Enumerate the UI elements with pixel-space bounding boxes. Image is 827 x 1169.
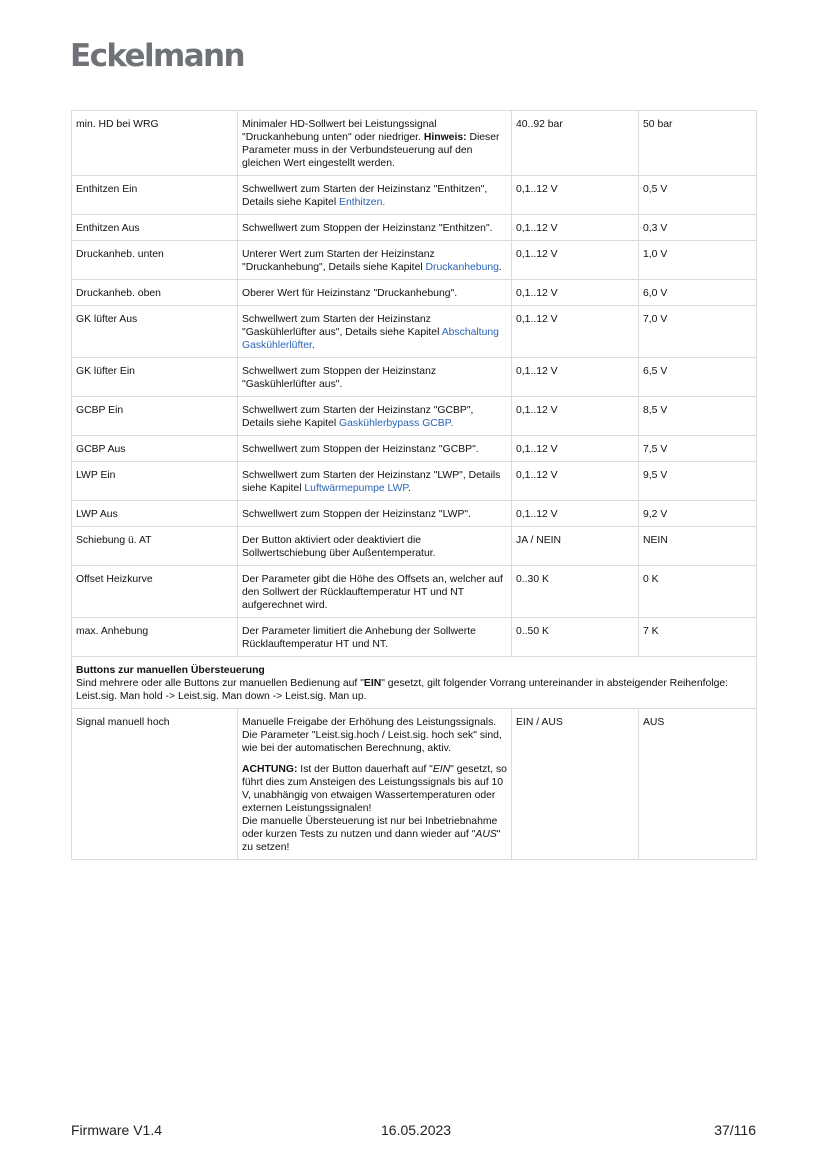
param-range: EIN / AUS <box>512 709 639 860</box>
param-range: 0,1..12 V <box>512 462 639 501</box>
param-range: 0,1..12 V <box>512 176 639 215</box>
company-logo: Eckelmann <box>70 38 244 74</box>
param-description: Manuelle Freigabe der Erhöhung des Leistungssignals. Die Parameter "Leist.sig.hoch / Leist.sig. hoch sek" sind, wie bei der automatischen Berechnung, aktiv. ACHTUNG: Ist der Button dauerhaft auf "EIN" gesetzt, so führt dies zum Ansteigen des Leistungssignals bis auf 10 V, unabhängig von etwaigen Wassertemperaturen oder externen Leistungssignalen! Die manuelle Übersteuerung ist nur bei Inbetriebnahme oder kurzen Tests zu nutzen und dann wieder auf "AUS" zu setzen! <box>238 709 512 860</box>
param-range: 0,1..12 V <box>512 306 639 358</box>
param-name: GK lüfter Aus <box>72 306 238 358</box>
param-description: Unterer Wert zum Starten der Heizinstanz "Druckanhebung", Details siehe Kapitel Druckanhebung. <box>238 241 512 280</box>
table-row <box>72 709 757 860</box>
param-name: Druckanheb. oben <box>72 280 238 306</box>
section-cell <box>72 657 757 709</box>
param-name: Druckanheb. unten <box>72 241 238 280</box>
param-range: 0,1..12 V <box>512 215 639 241</box>
table-row <box>72 527 757 566</box>
chapter-link[interactable]: Gaskühlerbypass GCBP. <box>339 418 454 429</box>
param-default: 0,3 V <box>639 215 757 241</box>
param-default: 0 K <box>639 566 757 618</box>
param-default: 9,2 V <box>639 501 757 527</box>
param-range: 0,1..12 V <box>512 280 639 306</box>
param-default: 1,0 V <box>639 241 757 280</box>
param-name: min. HD bei WRG <box>72 111 238 176</box>
section-text: Sind mehrere oder alle Buttons zur manuellen Bedienung auf "EIN" gesetzt, gilt folgender Vorrang untereinander in absteigender Reihenfolge: Leist.sig. Man hold -> Leist.sig. Man down -> Leist.sig. Man up. <box>76 678 729 702</box>
chapter-link[interactable]: Enthitzen. <box>339 197 386 208</box>
param-default: AUS <box>639 709 757 860</box>
table-row <box>72 358 757 397</box>
param-description: Schwellwert zum Starten der Heizinstanz "Enthitzen", Details siehe Kapitel Enthitzen. <box>238 176 512 215</box>
param-range: 0,1..12 V <box>512 241 639 280</box>
param-name: GK lüfter Ein <box>72 358 238 397</box>
param-description: Der Button aktiviert oder deaktiviert die Sollwertschiebung über Außentemperatur. <box>238 527 512 566</box>
table-row <box>72 215 757 241</box>
param-range: 0..30 K <box>512 566 639 618</box>
table-row <box>72 176 757 215</box>
param-default: 6,5 V <box>639 358 757 397</box>
param-description: Schwellwert zum Stoppen der Heizinstanz "GCBP". <box>238 436 512 462</box>
chapter-link[interactable]: Druckanhebung <box>425 262 499 273</box>
param-name: Schiebung ü. AT <box>72 527 238 566</box>
param-description: Schwellwert zum Starten der Heizinstanz "LWP", Details siehe Kapitel Luftwärmepumpe LWP. <box>238 462 512 501</box>
param-name: LWP Ein <box>72 462 238 501</box>
param-name: Signal manuell hoch <box>72 709 238 860</box>
param-default: 7,0 V <box>639 306 757 358</box>
table-row <box>72 306 757 358</box>
param-name: Enthitzen Aus <box>72 215 238 241</box>
param-description: Oberer Wert für Heizinstanz "Druckanhebung". <box>238 280 512 306</box>
param-description: Der Parameter gibt die Höhe des Offsets an, welcher auf den Sollwert der Rücklauftemperatur HT und NT aufgerechnet wird. <box>238 566 512 618</box>
table-row <box>72 111 757 176</box>
param-description: Schwellwert zum Stoppen der Heizinstanz "Gaskühlerlüfter aus". <box>238 358 512 397</box>
param-name: GCBP Ein <box>72 397 238 436</box>
param-default: 50 bar <box>639 111 757 176</box>
param-name: Offset Heizkurve <box>72 566 238 618</box>
param-default: 8,5 V <box>639 397 757 436</box>
footer-page-number: 37/116 <box>714 1122 756 1138</box>
footer-date: 16.05.2023 <box>381 1122 452 1138</box>
table-row <box>72 618 757 657</box>
param-name: GCBP Aus <box>72 436 238 462</box>
param-range: 40..92 bar <box>512 111 639 176</box>
param-description: Schwellwert zum Starten der Heizinstanz "Gaskühlerlüfter aus", Details siehe Kapitel Abschaltung Gaskühlerlüfter. <box>238 306 512 358</box>
param-range: 0,1..12 V <box>512 358 639 397</box>
param-range: 0..50 K <box>512 618 639 657</box>
param-description: Schwellwert zum Stoppen der Heizinstanz "LWP". <box>238 501 512 527</box>
param-default: NEIN <box>639 527 757 566</box>
section-header-row <box>72 657 757 709</box>
param-description: Minimaler HD-Sollwert bei Leistungssignal "Druckanhebung unten" oder niedriger. Hinweis: Dieser Parameter muss in der Verbundsteuerung auf den gleichen Wert eingestellt werden. <box>238 111 512 176</box>
table-row <box>72 280 757 306</box>
table-row <box>72 501 757 527</box>
section-title: Buttons zur manuellen Übersteuerung <box>76 665 265 676</box>
param-range: 0,1..12 V <box>512 501 639 527</box>
param-name: Enthitzen Ein <box>72 176 238 215</box>
chapter-link[interactable]: Abschaltung Gaskühlerlüfter <box>242 327 499 351</box>
chapter-link[interactable]: Luftwärmepumpe LWP <box>304 483 408 494</box>
table-row <box>72 566 757 618</box>
param-default: 9,5 V <box>639 462 757 501</box>
warning-text: ACHTUNG: Ist der Button dauerhaft auf "EIN" gesetzt, so führt dies zum Ansteigen des Leistungssignals bis auf 10 V, unabhängig von etwaigen Wassertemperaturen oder externen Leistungssignalen! Die manuelle Übersteuerung ist nur bei Inbetriebnahme oder kurzen Tests zu nutzen und dann wieder auf "AUS" zu setzen! <box>242 764 507 853</box>
table-row <box>72 436 757 462</box>
param-name: max. Anhebung <box>72 618 238 657</box>
param-default: 0,5 V <box>639 176 757 215</box>
param-description: Schwellwert zum Starten der Heizinstanz "GCBP", Details siehe Kapitel Gaskühlerbypass GCBP. <box>238 397 512 436</box>
param-range: JA / NEIN <box>512 527 639 566</box>
table-row <box>72 462 757 501</box>
param-description: Schwellwert zum Stoppen der Heizinstanz "Enthitzen". <box>238 215 512 241</box>
param-range: 0,1..12 V <box>512 436 639 462</box>
table-row <box>72 241 757 280</box>
param-description: Der Parameter limitiert die Anhebung der Sollwerte Rücklauftemperatur HT und NT. <box>238 618 512 657</box>
parameter-table <box>71 110 757 860</box>
param-range: 0,1..12 V <box>512 397 639 436</box>
param-default: 7 K <box>639 618 757 657</box>
table-row <box>72 397 757 436</box>
param-name: LWP Aus <box>72 501 238 527</box>
footer-firmware: Firmware V1.4 <box>71 1122 163 1138</box>
param-default: 6,0 V <box>639 280 757 306</box>
param-default: 7,5 V <box>639 436 757 462</box>
